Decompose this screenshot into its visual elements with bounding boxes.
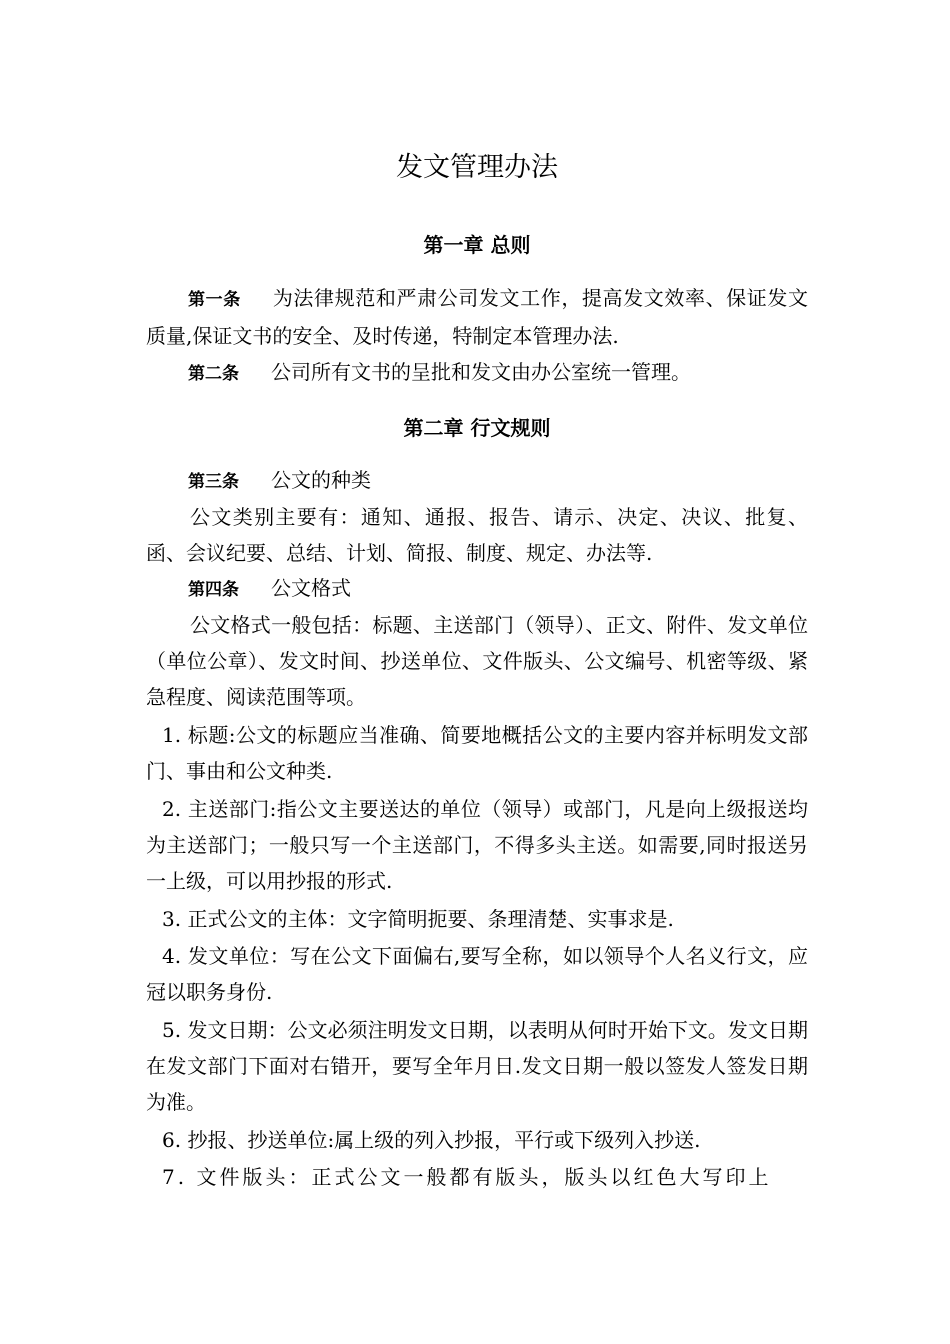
- article-3-text: 公文的种类: [271, 468, 371, 492]
- article-2: [146, 354, 808, 392]
- document-title: 发文管理办法: [396, 152, 558, 183]
- list-item-2: 2. 主送部门:指公文主要送达的单位（领导）或部门，凡是向上级报送均为主送部门；一般只写一个主送部门，不得多头主送。如需要,同时报送另一上级，可以用抄报的形式.: [146, 797, 808, 893]
- list-item-1: 1. 标题:公文的标题应当准确、简要地概括公文的主要内容并标明发文部门、事由和公文种类.: [146, 723, 808, 783]
- list-item-5: 5. 发文日期：公文必须注明发文日期，以表明从何时开始下文。发文日期在发文部门下面对右错开，要写全年月日.发文日期一般以签发人签发日期为准。: [146, 1018, 808, 1114]
- article-1: [146, 280, 808, 354]
- list-item-4: 4. 发文单位：写在公文下面偏右,要写全称，如以领导个人名义行文，应冠以职务身份.: [146, 944, 808, 1004]
- article-3: [146, 462, 808, 500]
- article-3-paragraph: 公文类别主要有：通知、通报、报告、请示、决定、决议、批复、函、会议纪要、总结、计划、简报、制度、规定、办法等.: [146, 505, 808, 565]
- chapter-1-heading: 第一章 总则: [423, 233, 531, 257]
- article-2-text: 公司所有文书的呈批和发文由办公室统一管理。: [271, 360, 691, 384]
- list-item-6: 6. 抄报、抄送单位:属上级的列入抄报，平行或下级列入抄送.: [162, 1128, 701, 1152]
- article-3-label: 第三条: [188, 472, 239, 492]
- article-4: [146, 570, 808, 608]
- article-2-label: 第二条: [188, 364, 239, 384]
- article-4-label: 第四条: [188, 580, 239, 600]
- article-4-paragraph: 公文格式一般包括：标题、主送部门（领导）、正文、附件、发文单位（单位公章）、发文时间、抄送单位、文件版头、公文编号、机密等级、紧急程度、阅读范围等项。: [146, 613, 808, 709]
- list-item-7: 7. 文件版头：正式公文一般都有版头，版头以红色大写印上: [162, 1165, 772, 1189]
- article-1-label: 第一条: [188, 290, 241, 310]
- chapter-2-heading: 第二章 行文规则: [403, 416, 551, 440]
- list-item-3: 3. 正式公文的主体：文字简明扼要、条理清楚、实事求是.: [162, 907, 674, 931]
- article-4-text: 公文格式: [271, 576, 351, 600]
- article-1-text: 为法律规范和严肃公司发文工作，提高发文效率、保证发文质量,保证文书的安全、及时传递，特制定本管理办法.: [146, 286, 809, 348]
